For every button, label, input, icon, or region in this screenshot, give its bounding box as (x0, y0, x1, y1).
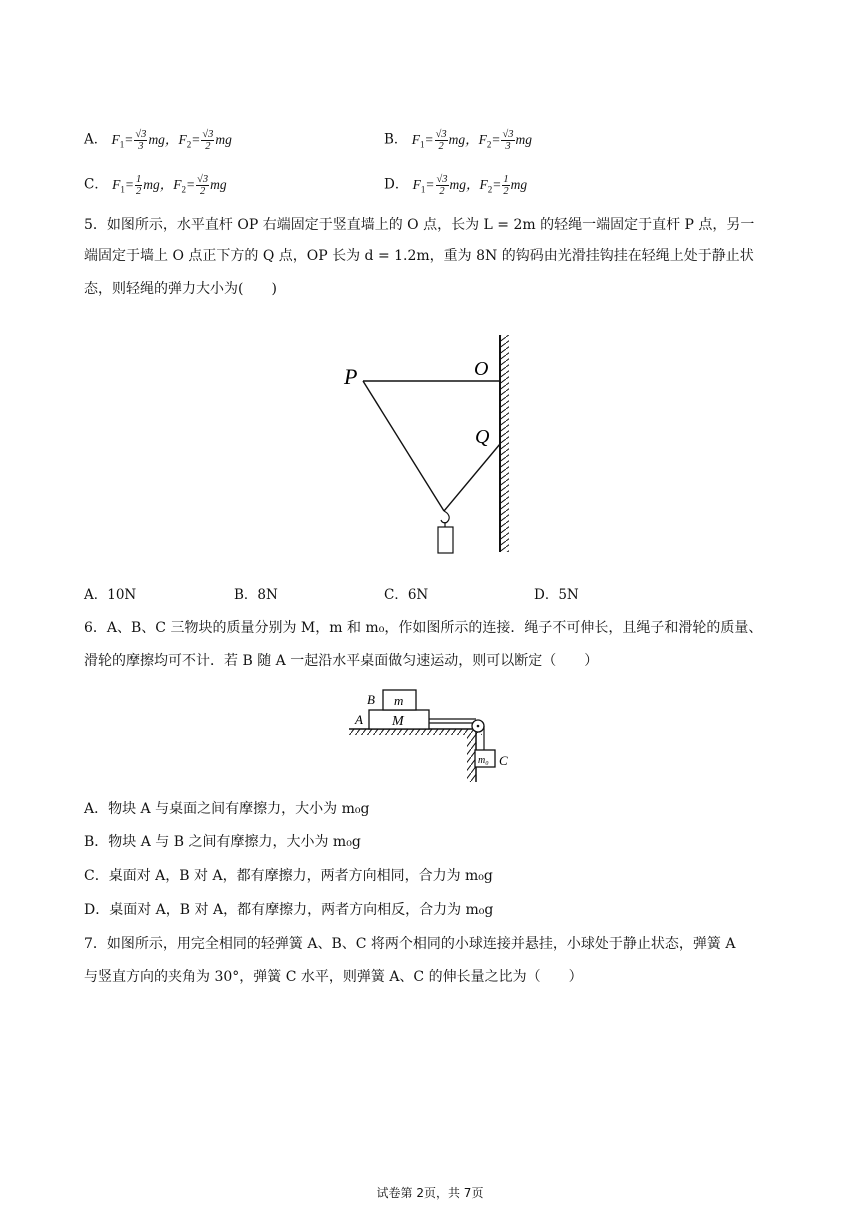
q4-option-a: A． $F_1=$ $\frac{√3}{3}$ mg，$F_2=$ $\frac{√3}{2}$ mg (84, 129, 232, 152)
q4-option-d-formula: $F_1=$ $\frac{√3}{2}$ mg，$F_2=$ $\frac{1}{2}$ mg (412, 174, 528, 197)
q5-label-p: P (344, 364, 358, 389)
q5-text-line-1: 5．如图所示，水平直杆 OP 右端固定于竖直墙上的 O 点，长为 L = 2m 的轻绳一端固定于直杆 P 点，另一 (84, 217, 755, 233)
q6-label-m0: m₀ (478, 755, 489, 766)
q4-option-c-formula: $F_1=$ $\frac{1}{2}$ mg，$F_2=$ $\frac{√3}{2}$ mg (112, 174, 227, 197)
q6-label-b: B (367, 692, 375, 707)
q6-table-hatch (349, 729, 482, 735)
q6-label-a: A (355, 712, 363, 727)
q5-label-q: Q (475, 426, 490, 448)
q6-text-line-2: 滑轮的摩擦均可不计．若 B 随 A 一起沿水平桌面做匀速运动，则可以断定（ ） (84, 653, 599, 669)
q6-option-c: C．桌面对 A，B 对 A，都有摩擦力，两者方向相同，合力为 m₀g (84, 868, 493, 884)
q5-rope-left (363, 381, 444, 511)
q4-option-d: D． $F_1=$ $\frac{√3}{2}$ mg，$F_2=$ $\frac{1}{2}$ mg (384, 174, 528, 197)
q6-option-a: A．物块 A 与桌面之间有摩擦力，大小为 m₀g (84, 801, 370, 817)
q5-rope-right (444, 444, 500, 511)
q5-hook (441, 511, 449, 523)
q4-option-b-formula: $F_1=$ $\frac{√3}{2}$ mg，$F_2=$ $\frac{√3}{3}$ mg (411, 129, 532, 152)
q6-label-M: M (392, 714, 404, 729)
q4-option-a-formula: $F_1=$ $\frac{√3}{3}$ mg，$F_2=$ $\frac{√3}{2}$ mg (111, 129, 232, 152)
q5-label-o: O (474, 358, 489, 380)
q6-option-d: D．桌面对 A，B 对 A，都有摩擦力，两者方向相反，合力为 m₀g (84, 902, 494, 918)
q4-option-c: C． $F_1=$ $\frac{1}{2}$ mg，$F_2=$ $\frac{√3}{2}$ mg (84, 174, 227, 197)
q6-figure (345, 685, 520, 785)
q5-option-b: B．8N (234, 587, 278, 603)
q5-text-line-3: 态，则轻绳的弹力大小为( ) (84, 281, 277, 297)
q5-option-d: D．5N (534, 587, 579, 603)
q7-text-line-1: 7．如图所示，用完全相同的轻弹簧 A、B、C 将两个相同的小球连接并悬挂，小球处于静止状态，弹簧 A (84, 936, 736, 952)
q5-option-a: A．10N (84, 587, 137, 603)
q4-option-b: B． $F_1=$ $\frac{√3}{2}$ mg，$F_2=$ $\frac{√3}{3}$ mg (384, 129, 532, 152)
q6-text-line-1: 6．A、B、C 三物块的质量分别为 M，m 和 m₀，作如图所示的连接．绳子不可伸长，且绳子和滑轮的质量、 (84, 620, 763, 636)
q5-weight (438, 527, 453, 553)
q7-text-line-2: 与竖直方向的夹角为 30°，弹簧 C 水平，则弹簧 A、C 的伸长量之比为（ ） (84, 969, 583, 985)
q5-wall-hatch (500, 335, 509, 552)
q6-label-m: m (394, 693, 404, 708)
q5-option-c: C．6N (384, 587, 429, 603)
q5-text-line-2: 端固定于墙上 O 点正下方的 Q 点，OP 长为 d = 1.2m，重为 8N 的钩码由光滑挂钩挂在轻绳上处于静止状 (84, 248, 754, 264)
q5-figure (330, 325, 530, 560)
q6-label-c: C (499, 753, 508, 768)
page-footer: 试卷第 2页，共 7页 (376, 1186, 484, 1200)
q6-option-b: B．物块 A 与 B 之间有摩擦力，大小为 m₀g (84, 834, 361, 850)
